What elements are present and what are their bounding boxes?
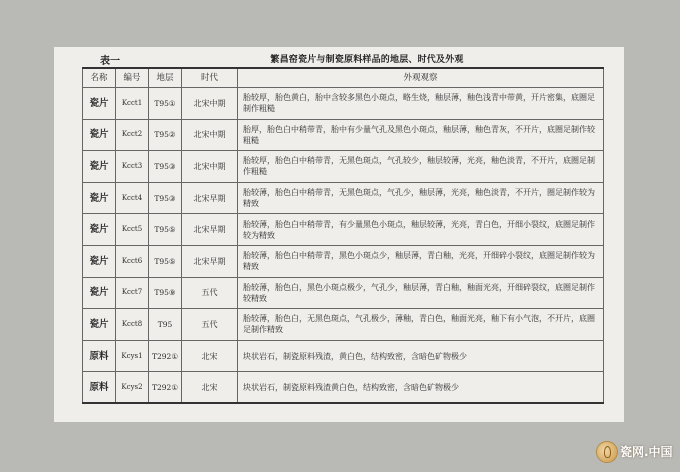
table-row xyxy=(83,151,604,183)
cell-era: 北宋早期 xyxy=(182,214,238,246)
table-row xyxy=(83,340,604,372)
cell-code: Kcct1 xyxy=(116,88,149,120)
watermark-text: 瓷网.中国 xyxy=(620,445,673,459)
sample-table xyxy=(82,67,604,404)
table-row xyxy=(83,88,604,120)
cell-description: 胎较薄，胎色白中稍带青，无黑色斑点，气孔少，釉层薄，光亮，釉色淡青，不开片，圈足制作较为精致 xyxy=(238,182,604,214)
cell-layer: T95⑤ xyxy=(149,245,182,277)
cell-code: Kcys2 xyxy=(116,372,149,404)
vase-logo-icon xyxy=(596,441,618,463)
cell-description: 块状岩石，制瓷原料残渣黄白色，结构致密，含暗色矿物极少 xyxy=(238,372,604,404)
cell-description: 胎厚，胎色白中稍带青，胎中有少量气孔及黑色小斑点，釉层薄，釉色青灰，不开片，底圈足制作较粗糙 xyxy=(238,119,604,151)
cell-name: 瓷片 xyxy=(83,182,116,214)
cell-era: 北宋 xyxy=(182,340,238,372)
cell-description: 块状岩石，制瓷原料残渣，黄白色，结构致密，含暗色矿物极少 xyxy=(238,340,604,372)
cell-description: 胎较厚，胎色黄白，胎中含较多黑色小斑点，略生烧，釉层薄，釉色浅青中带黄，开片密集，底圈足制作粗糙 xyxy=(238,88,604,120)
cell-code: Kcys1 xyxy=(116,340,149,372)
header-layer: 地层 xyxy=(149,68,182,88)
cell-era: 北宋 xyxy=(182,372,238,404)
cell-layer: T95③ xyxy=(149,182,182,214)
cell-layer: T292① xyxy=(149,340,182,372)
cell-name: 瓷片 xyxy=(83,214,116,246)
site-watermark xyxy=(596,440,676,462)
table-row xyxy=(83,214,604,246)
table-row xyxy=(83,182,604,214)
cell-name: 原料 xyxy=(83,372,116,404)
cell-code: Kcct2 xyxy=(116,119,149,151)
cell-era: 北宋中期 xyxy=(182,151,238,183)
table-row xyxy=(83,309,604,341)
cell-era: 北宋中期 xyxy=(182,88,238,120)
header-observation: 外观观察 xyxy=(238,68,604,88)
cell-code: Kcct6 xyxy=(116,245,149,277)
cell-code: Kcct5 xyxy=(116,214,149,246)
table-row xyxy=(83,245,604,277)
cell-code: Kcct7 xyxy=(116,277,149,309)
cell-name: 原料 xyxy=(83,340,116,372)
table-header-row xyxy=(83,68,604,88)
header-name: 名称 xyxy=(83,68,116,88)
cell-description: 胎较厚，胎色白中稍带青，无黑色斑点，气孔较少，釉层较薄，光亮，釉色淡青，不开片，底圈足制作粗糙 xyxy=(238,151,604,183)
table-row xyxy=(83,119,604,151)
cell-era: 北宋中期 xyxy=(182,119,238,151)
cell-layer: T292① xyxy=(149,372,182,404)
table-number: 表一 xyxy=(100,56,120,67)
cell-name: 瓷片 xyxy=(83,245,116,277)
cell-name: 瓷片 xyxy=(83,309,116,341)
cell-era: 五代 xyxy=(182,309,238,341)
cell-description: 胎较薄，胎色白，无黑色斑点，气孔极少，薄釉，青白色，釉面光亮，釉下有小气泡，不开片，底圈足制作精致 xyxy=(238,309,604,341)
cell-description: 胎较薄，胎色白中稍带青，有少量黑色小斑点，釉层较薄，光亮，青白色，开细小裂纹，底圈足制作较为精致 xyxy=(238,214,604,246)
table-row xyxy=(83,372,604,404)
cell-name: 瓷片 xyxy=(83,151,116,183)
cell-description: 胎较薄，胎色白中稍带青，黑色小斑点少，釉层薄，青白釉，光亮，开细碎小裂纹，底圈足制作较为精致 xyxy=(238,245,604,277)
cell-era: 北宋早期 xyxy=(182,182,238,214)
table-title: 繁昌窑瓷片与制瓷原料样品的地层、时代及外观 xyxy=(270,55,464,65)
table-row xyxy=(83,277,604,309)
header-code: 编号 xyxy=(116,68,149,88)
cell-layer: T95① xyxy=(149,88,182,120)
cell-code: Kcct3 xyxy=(116,151,149,183)
cell-code: Kcct4 xyxy=(116,182,149,214)
cell-name: 瓷片 xyxy=(83,88,116,120)
header-era: 时代 xyxy=(182,68,238,88)
cell-layer: T95⑤ xyxy=(149,214,182,246)
document-page xyxy=(54,47,624,422)
cell-name: 瓷片 xyxy=(83,277,116,309)
cell-name: 瓷片 xyxy=(83,119,116,151)
cell-era: 五代 xyxy=(182,277,238,309)
cell-description: 胎较薄，胎色白，黑色小斑点极少，气孔少，釉层薄，青白釉，釉面光亮，开细碎裂纹，底圈足制作较精致 xyxy=(238,277,604,309)
cell-layer: T95② xyxy=(149,119,182,151)
cell-code: Kcct8 xyxy=(116,309,149,341)
cell-era: 北宋早期 xyxy=(182,245,238,277)
cell-layer: T95③ xyxy=(149,151,182,183)
cell-layer: T95⑨ xyxy=(149,277,182,309)
cell-layer: T95 xyxy=(149,309,182,341)
